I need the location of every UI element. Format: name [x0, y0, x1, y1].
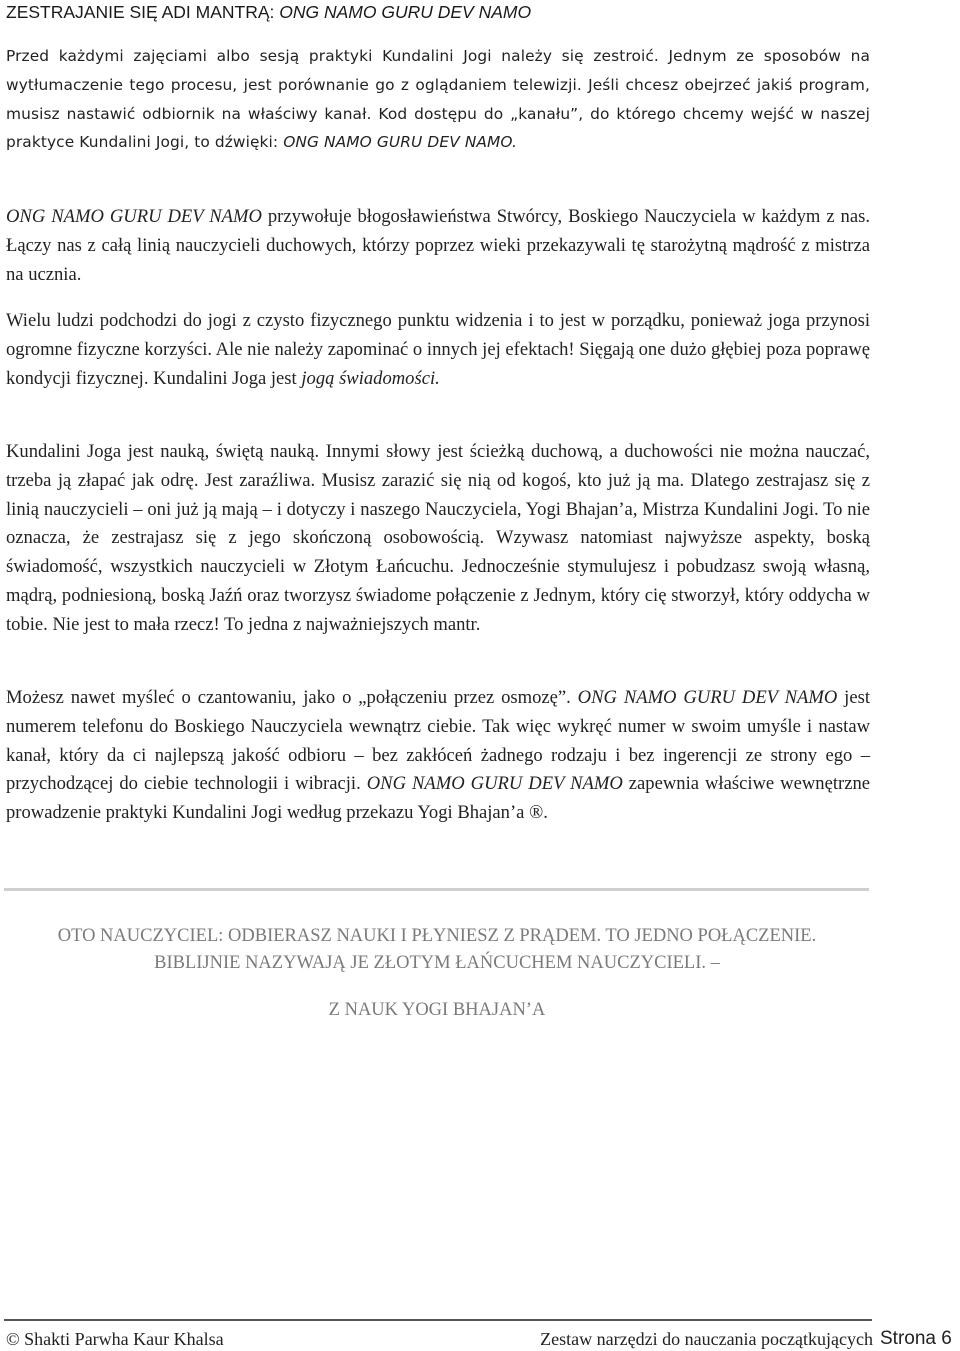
title-text: ZESTRAJANIE SIĘ ADI MANTRĄ:: [6, 2, 280, 22]
paragraph-blessing-text: przywołuje błogosławieństwa Stwórcy, Boskiego Nauczyciela w każdym z nas. Łączy nas z całą linią nauczycieli duchowych, którzy poprzez wieki przekazywali tę starożytną mądrość z mistrza na ucznia.: [6, 206, 870, 285]
quote-line-1: OTO NAUCZYCIEL: ODBIERASZ NAUKI I PŁYNIESZ Z PRĄDEM. TO JEDNO POŁĄCZENIE.: [57, 926, 817, 946]
paragraph-osmosis: [6, 684, 870, 828]
paragraph-physical-emphasis: jogą świadomości.: [301, 367, 440, 389]
paragraph-blessing: [6, 203, 870, 289]
paragraph-osmosis-text-3: zapewnia właściwe wewnętrzne prowadzenie praktyki Kundalini Jogi według przekazu Yogi Bhajan’a ®.: [6, 773, 870, 824]
title-mantra: ONG NAMO GURU DEV NAMO: [279, 2, 532, 22]
footer-author: © Shakti Parwha Kaur Khalsa: [6, 1329, 224, 1349]
paragraph-osmosis-text-2: jest numerem telefonu do Boskiego Nauczyciela wewnątrz ciebie. Tak więc wykręć numer w swoim umyśle i nastaw kanał, który da ci najlepszą jakość odbioru – bez zakłóceń żadnego rodzaju i bez ingerencji ze strony ego – przychodzącej do ciebie technologii i wibracji.: [6, 687, 870, 795]
paragraph-physical-text: Wielu ludzi podchodzi do jogi z czysto fizycznego punktu widzenia i to jest w porządku, ponieważ joga przynosi ogromne fizyczne korzyści. Ale nie należy zapominać o innych jej efektach! Sięgają one dużo głębiej poza poprawę kondycji fizycznej. Kundalini Joga jest: [6, 310, 870, 389]
quote-attribution: Z NAUK YOGI BHAJAN’A: [328, 1000, 546, 1020]
footer-page-number: Strona 6: [880, 1328, 952, 1349]
paragraph-blessing-mantra: ONG NAMO GURU DEV NAMO: [6, 206, 262, 227]
paragraph-intro-text-1: Przed każdymi zajęciami albo sesją praktyki Kundalini Jogi należy się zestroić. Jednym ze sposobów na wytłumaczenie tego procesu, jest porównanie go z oglądaniem telewizji. Jeśli chcesz obejrzeć jakiś program, musisz nastawić odbiornik na właściwy kanał.: [6, 47, 870, 123]
footer-book-title: Zestaw narzędzi do nauczania początkujących: [540, 1329, 873, 1349]
paragraph-intro-text-2: Kod dostępu do „kanału”, do którego chcemy wejść w naszej praktyce Kundalini Jogi, to dźwięki:: [6, 104, 870, 152]
footer-rule: [4, 1319, 872, 1321]
paragraph-osmosis-text-1: Możesz nawet myśleć o czantowaniu, jako o „połączeniu przez osmozę”.: [6, 687, 578, 708]
paragraph-science-text: Kundalini Joga jest nauką, świętą nauką. Innymi słowy jest ścieżką duchową, a duchowości nie można nauczać, trzeba ją złapać jak odrę. Jest zaraźliwa. Musisz zarazić się nią od kogoś, kto już ją ma. Dlatego zestrajasz się z linią nauczycieli – oni już ją mają – i dotyczy i naszego Nauczyciela, Yogi Bhajan’a, Mistrza Kundalini Jogi. To nie oznacza, że zestrajasz się z jego skończoną osobowością. Wzywasz natomiast najwyższe aspekty, boską świadomość, wszystkich nauczycieli w Złotym Łańcuchu. Jednocześnie stymulujesz i pobudzasz swoją własną, mądrą, podniesioną, boską Jaźń oraz tworzysz świadome połączenie z Jednym, który cię stworzył, który oddycha w tobie. Nie jest to mała rzecz! To jedna z najważniejszych mantr.: [6, 441, 870, 635]
quote-line-2: BIBLIJNIE NAZYWAJĄ JE ZŁOTYM ŁAŃCUCHEM NAUCZYCIELI. –: [154, 953, 720, 973]
paragraph-science: [6, 438, 870, 640]
paragraph-intro-mantra: ONG NAMO GURU DEV NAMO.: [283, 133, 518, 152]
paragraph-osmosis-mantra-2: ONG NAMO GURU DEV NAMO: [366, 773, 623, 795]
paragraph-intro: [6, 42, 870, 157]
section-divider: [4, 888, 869, 891]
page-title: [6, 0, 946, 24]
paragraph-osmosis-mantra-1: ONG NAMO GURU DEV NAMO: [577, 687, 838, 708]
paragraph-physical: [6, 307, 870, 393]
